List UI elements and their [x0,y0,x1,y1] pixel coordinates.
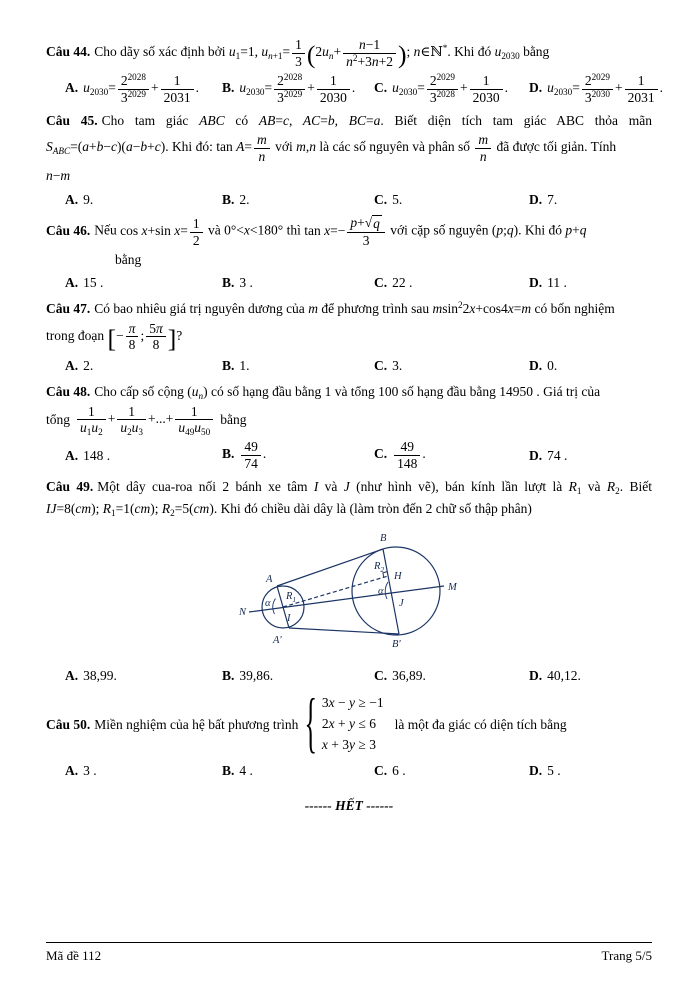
question-45-stem [46,110,652,165]
formula: (p;q) [491,222,519,238]
option-letter: B. [222,79,235,95]
option-text: 38,99. [83,668,117,684]
figure-label-J: J [399,598,404,610]
question-49-options [65,665,652,687]
inequality-system [304,686,384,761]
figure-label-B: B [380,533,387,545]
formula: $\frac{m}{n}$ [473,139,493,154]
question-45-options [65,189,652,211]
end-marker: ------ HẾT ------ [304,798,394,814]
question-47-label: Câu 47. [46,300,91,316]
option-letter: C. [374,762,388,778]
option-letter: C. [374,191,388,207]
question-49-option-a [65,665,222,687]
stem-text: Cho dãy số xác định bởi [94,44,229,60]
figure-label-R2 [373,561,384,574]
figure-label-I: I [287,613,291,625]
question-50-option-c [374,760,529,782]
stem-text: là một đa giác có diện tích bằng [394,716,567,732]
option-letter: A. [65,668,79,684]
figure-label-Aprime: A' [273,635,282,647]
figure-label-M: M [448,582,457,594]
stem-text: Miền nghiệm của hệ bất phương trình [94,716,299,732]
stem-text: Cho cấp số cộng [94,383,188,399]
option-letter: D. [529,275,543,291]
dashed-line-IH [283,576,388,607]
formula: msin$^2$2x+cos4x=m [432,299,532,316]
formula: $u_1=1$ [228,44,255,62]
question-46-stem-line2 [115,249,652,271]
question-46-options [65,272,652,294]
formula: 0°<x<180° [224,222,284,238]
option-formula: $u_{2030}=$ $\frac{2^{2029}}{3^{2028}}$ + $\frac{1}{2030}$ . [392,71,508,105]
question-45-option-b [222,189,374,211]
formula: $(u_n)$ [187,383,208,402]
formula: $R_2$ [606,479,620,497]
formula: tan A= $\frac{m}{n}$ [216,139,272,154]
option-text: 2. [239,191,250,207]
option-text: 36,89. [392,668,426,684]
stem-text: ? [176,327,183,343]
option-text: 22 . [392,275,413,291]
question-49-label: Câu 49. [46,479,94,495]
formula: AB=c, AC=b, BC=a [258,112,381,128]
stem-text: đã được tối giản. Tính [493,139,617,155]
option-text: 5. [392,191,403,207]
option-letter: B. [222,668,235,684]
option-letter: C. [374,79,388,95]
formula: J [343,479,350,495]
stem-text: trong đoạn [46,327,108,343]
question-50-options [65,760,652,782]
question-44-option-c [374,72,529,106]
option-text: 74 . [547,447,568,463]
figure-label-Bprime: B' [392,639,401,651]
formula: IJ=8(cm); $R_1=1(cm)$; $R_2=5(cm)$ [46,500,214,519]
question-50-stem [46,686,652,761]
option-formula: $\frac{49}{148}$ . [392,446,426,461]
stem-text: Một dây cua-roa nối 2 bánh xe tâm [97,479,314,495]
option-letter: B. [222,358,235,374]
option-letter: A. [65,191,79,207]
figure-label-H: H [394,571,402,583]
question-45-option-d [529,189,652,211]
formula: ABC [199,112,225,128]
formula: $R_1$ [568,479,582,497]
formula: m,n [296,139,316,155]
question-49-option-b [222,665,374,687]
option-text: 5 . [547,762,561,778]
question-45-label: Câu 45. [46,112,98,128]
figure-label-alpha-large: α [378,586,384,598]
r-sub: 2 [380,565,385,575]
r-base: R [286,591,293,603]
option-text: 15 . [83,275,104,291]
option-letter: D. [529,762,543,778]
option-letter: B. [222,446,235,462]
stem-text: Có bao nhiêu giá trị nguyên dương của [94,300,309,316]
stem-text: . Khi đó [518,222,566,238]
stem-text: để phương trình sau [317,300,433,316]
question-44-option-d [529,72,663,106]
question-44-options [65,71,663,106]
formula: $S_{ABC}=(a+b-c)(a-b+c)$ [46,139,166,157]
formula: m [308,300,318,316]
option-letter: A. [65,762,79,778]
option-formula: $u_{2030}=$ $\frac{2^{2028}}{3^{2029}}$ + $\frac{1}{2030}$ . [239,71,356,105]
pulley-figure [58,529,652,655]
question-48-option-a [65,445,222,467]
option-letter: D. [529,191,543,207]
question-50-option-d [529,760,652,782]
stem-text: . Khi đó chiều dài dây là (làm tròn đến 2 chữ số thập phân) [213,500,532,516]
question-48 [46,381,652,472]
question-45-stem-line3 [46,165,652,187]
formula: [− $\frac{\pi}{8}$ ; $\frac{5\pi}{8}$ ] [107,320,177,353]
stem-text: có số hạng đầu bằng 1 và tổng 100 số hạng đầu bằng 14950 . Giá trị của [207,383,601,399]
option-text: 3 . [239,275,253,291]
inequality-2: 2x + y ≤ 6 [321,715,376,731]
figure-label-R1 [285,591,296,604]
large-wheel-circle [352,547,440,635]
option-text: 9. [83,191,94,207]
figure-label-alpha-small: α [265,598,271,610]
question-47-stem [46,298,652,320]
option-text: 1. [239,358,250,374]
stem-text: bằng [115,251,142,267]
question-50-option-a [65,760,222,782]
stem-text: . Biết diện tích tam giác ABC thỏa mãn [380,112,652,128]
formula: tan x=− p+ √ q 3 [304,223,387,238]
option-letter: D. [529,668,543,684]
option-formula: $u_{2030}=$ $\frac{2^{2028}}{3^{2029}}$ + $\frac{1}{2031}$ . [83,71,199,105]
formula: p+q [565,222,587,238]
question-47-option-a [65,355,222,377]
question-48-stem [46,381,652,403]
formula: $u_{n+1}=$ $\frac{1}{3}$ ($2u_n+$ $\frac{n-1}{n^2+3n+2}$ ); n∈ℕ* [261,37,448,70]
stem-text: Nếu [94,222,121,238]
question-44-option-b [222,72,374,106]
figure-label-A: A [266,574,273,586]
question-48-stem-line2 [46,403,652,437]
stem-text: và [318,479,344,495]
page-footer [46,942,652,967]
r-base: R [374,561,381,573]
stem-text: . Khi đó: [165,139,217,155]
question-46-option-b [222,272,374,294]
question-45-option-a [65,189,222,211]
option-text: 7. [547,191,558,207]
question-47-stem-line2 [46,320,652,354]
stem-text: với cặp số nguyên [386,222,492,238]
option-text: 4 . [239,762,253,778]
option-letter: A. [65,275,79,291]
question-49-stem [46,476,652,519]
question-46 [46,214,652,294]
option-letter: B. [222,275,235,291]
option-text: 6 . [392,762,406,778]
system-brace: { [304,686,317,761]
stem-text: thì [283,222,305,238]
formula: cos x+sin x= $\frac{1}{2}$ [120,223,205,238]
question-46-stem [46,214,652,248]
option-letter: D. [529,79,543,95]
alpha-arc-large [385,582,388,599]
option-formula: $u_{2030}=$ $\frac{2^{2029}}{3^{2030}}$ + $\frac{1}{2031}$ . [547,71,663,105]
question-47-option-c [374,355,529,377]
option-letter: D. [529,447,543,463]
option-formula: $\frac{49}{74}$ . [239,446,266,461]
page-number: Trang 5/5 [601,948,652,964]
stem-text: bằng [519,44,550,60]
option-text: 3 . [83,762,97,778]
option-letter: C. [374,358,388,374]
r-sub: 1 [292,595,297,605]
question-48-options [65,438,652,472]
question-46-option-c [374,272,529,294]
formula: I [313,479,319,495]
stem-text: có [224,112,259,128]
option-text: 39,86. [239,668,274,684]
inequality-1: 3x − y ≥ −1 [321,695,384,711]
question-50-label: Câu 50. [46,716,91,732]
question-50-option-b [222,760,374,782]
belt-bottom [289,628,399,634]
option-letter: D. [529,358,543,374]
belt-top [277,549,383,586]
question-44-option-a [65,72,222,106]
option-text: 3. [392,358,403,374]
question-46-option-d [529,272,652,294]
formula: $\frac{1}{u_1u_2}$ + $\frac{1}{u_2u_3}$ +...+ $\frac{1}{u_{49}u_{50}}$ [75,403,215,437]
stem-text: tổng [46,411,71,427]
option-letter: A. [65,447,79,463]
question-48-label: Câu 48. [46,383,91,399]
stem-text: và [581,479,607,495]
question-47-option-d [529,355,652,377]
stem-text: là các số nguyên và phân số [315,139,474,155]
question-44-label: Câu 44. [46,44,91,60]
option-text: 40,12. [547,668,581,684]
stem-text: (như hình vẽ), bán kính lần lượt là [349,479,569,495]
question-50 [46,686,652,781]
stem-text: . Khi đó [447,44,495,60]
stem-text: có bốn nghiệm [531,300,615,316]
stem-text: , [254,44,262,60]
question-48-option-c [374,438,529,472]
question-48-option-d [529,445,652,467]
question-45 [46,110,652,211]
question-44-stem [46,36,652,70]
stem-text: với [271,139,297,155]
option-text: 2. [83,358,94,374]
question-44 [46,36,663,106]
stem-text: và [204,222,225,238]
option-letter: B. [222,191,235,207]
option-text: 148 . [83,447,111,463]
option-text: 0. [547,358,558,374]
question-47 [46,298,652,377]
option-letter: C. [374,668,388,684]
system-lines [322,693,384,756]
option-letter: A. [65,358,79,374]
alpha-arc-small [273,599,276,615]
question-47-options [65,355,652,377]
option-letter: A. [65,79,79,95]
question-49-option-c [374,665,529,687]
pulley-figure-svg [237,529,473,655]
question-47-option-b [222,355,374,377]
question-49-option-d [529,665,652,687]
stem-text: Cho tam giác [101,112,200,128]
question-45-option-c [374,189,529,211]
formula: n−m [46,168,71,184]
option-letter: C. [374,446,388,462]
inequality-3: x + 3y ≥ 3 [321,736,376,752]
question-46-option-a [65,272,222,294]
option-letter: B. [222,762,235,778]
option-letter: C. [374,275,388,291]
exam-code: Mã đề 112 [46,948,102,964]
question-46-label: Câu 46. [46,222,91,238]
question-49 [46,476,652,687]
question-48-option-b [222,438,374,472]
stem-text: bằng [220,411,247,427]
formula: $u_{2030}$ [494,44,520,62]
figure-label-N: N [239,607,247,619]
option-text: 11 . [547,275,567,291]
stem-text: . Biết [619,479,652,495]
